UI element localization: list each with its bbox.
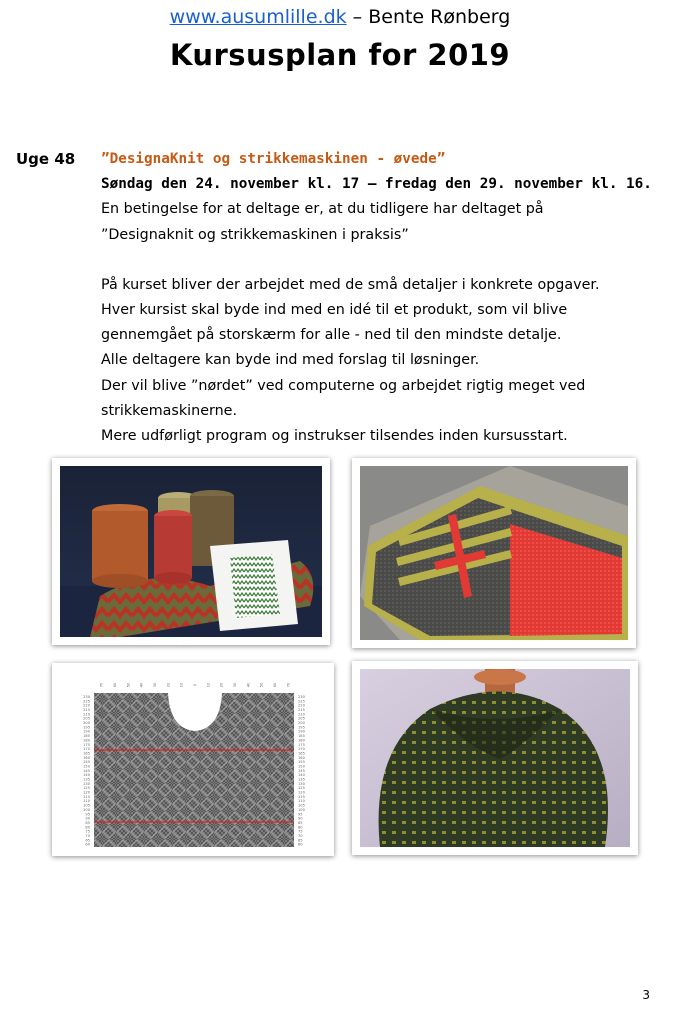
chart-col-label: 60	[113, 682, 117, 688]
chart-row-label: 140	[83, 773, 90, 778]
description-line: Hver kursist skal byde ind med en idé til et produkt, som vil blive	[101, 302, 568, 319]
chart-row-label: 150	[83, 764, 90, 769]
chart-row-label: 100	[298, 807, 305, 812]
chart-row-label: 140	[298, 773, 305, 778]
photo-scarf-mannequin	[352, 661, 638, 855]
description-line: Der vil blive ”nørdet” ved computerne og arbejdet rigtig meget ved	[101, 377, 586, 394]
chart-row-label: 120	[83, 790, 90, 795]
chart-row-label: 80	[298, 825, 303, 830]
chart-row-label: 185	[83, 734, 90, 739]
chart-row-label: 225	[83, 699, 90, 704]
chart-row-label: 115	[298, 794, 305, 799]
chart-row-label: 210	[83, 712, 90, 717]
description-line: På kurset bliver der arbejdet med de små detaljer i konkrete opgaver.	[101, 276, 600, 293]
chart-row-label: 80	[85, 825, 90, 830]
chart-col-label: 20	[166, 682, 171, 688]
chart-row-label: 130	[83, 781, 90, 786]
chart-row-label: 105	[298, 803, 305, 808]
chart-col-label: 60	[273, 682, 277, 688]
prereq-line: En betingelse for at deltage er, at du tidligere har deltaget på	[101, 201, 544, 218]
chart-row-label: 165	[298, 751, 305, 756]
chart-col-label: 40	[246, 682, 251, 688]
chart-row-label: 190	[83, 729, 90, 734]
page-number: 3	[642, 988, 650, 1002]
chart-row-label: 100	[83, 807, 90, 812]
site-link[interactable]: www.ausumlille.dk	[169, 6, 347, 28]
chart-row-label: 125	[298, 786, 305, 791]
chart-row-label: 195	[298, 725, 305, 730]
chart-row-label: 85	[85, 820, 90, 825]
chart-row-label: 70	[298, 833, 303, 838]
chart-row-label: 70	[85, 833, 90, 838]
chart-row-label: 195	[83, 725, 90, 730]
chart-col-label: 0	[193, 683, 197, 687]
chart-row-label: 155	[83, 760, 90, 765]
header-line	[0, 6, 680, 28]
chart-row-label: 115	[83, 794, 90, 799]
chart-row-label: 200	[83, 721, 90, 726]
course-title: ”DesignaKnit og strikkemaskinen - øvede”	[101, 151, 446, 167]
chart-row-label: 175	[298, 742, 305, 747]
chart-row-label: 190	[298, 729, 305, 734]
chart-row-label: 85	[298, 820, 303, 825]
chart-row-label: 135	[83, 777, 90, 782]
description-line: strikkemaskinerne.	[101, 402, 238, 419]
prereq-line: ”Designaknit og strikkemaskinen i praksis”	[101, 226, 409, 243]
chart-row-label: 165	[83, 751, 90, 756]
chart-row-label: 145	[83, 768, 90, 773]
chart-row-label: 170	[83, 747, 90, 752]
chart-row-label: 65	[298, 838, 303, 843]
chart-row-label: 145	[298, 768, 305, 773]
chart-row-label: 135	[298, 777, 305, 782]
description-line: Alle deltagere kan byde ind med forslag til løsninger.	[101, 352, 480, 369]
chart-row-label: 205	[83, 716, 90, 721]
chart-row-label: 180	[298, 738, 305, 743]
chart-col-label: 70	[99, 682, 104, 688]
chart-row-label: 225	[298, 699, 305, 704]
chart-row-label: 60	[85, 842, 90, 847]
chart-row-label: 90	[298, 816, 303, 821]
chart-row-label: 125	[83, 786, 90, 791]
description-line: gennemgået på storskærm for alle - ned til den mindste detalje.	[101, 327, 562, 344]
chart-row-label: 60	[298, 842, 303, 847]
chart-row-label: 220	[298, 703, 305, 708]
photo-yarn-mittens	[52, 458, 330, 645]
chart-row-label: 75	[298, 829, 303, 834]
chart-row-label: 155	[298, 760, 305, 765]
chart-row-label: 200	[298, 721, 305, 726]
chart-row-label: 110	[83, 799, 90, 804]
chart-col-label: 10	[179, 682, 184, 688]
photo-knit-chart	[52, 663, 334, 856]
author-name: – Bente Rønberg	[346, 6, 511, 28]
chart-row-label: 220	[83, 703, 90, 708]
chart-row-label: 65	[85, 838, 90, 843]
chart-row-label: 95	[298, 812, 303, 817]
chart-col-label: 10	[206, 682, 211, 688]
photo-knit-swatch	[352, 458, 636, 648]
chart-row-label: 205	[298, 716, 305, 721]
chart-row-label: 130	[298, 781, 305, 786]
course-description	[101, 147, 671, 449]
chart-row-label: 160	[298, 755, 305, 760]
chart-col-label: 30	[153, 682, 157, 688]
chart-row-label: 95	[85, 812, 90, 817]
chart-row-label: 180	[83, 738, 90, 743]
chart-col-label: 30	[233, 682, 237, 688]
description-line: Mere udførligt program og instrukser tilsendes inden kursusstart.	[101, 428, 568, 445]
chart-row-label: 150	[298, 764, 305, 769]
chart-row-label: 185	[298, 734, 305, 739]
chart-row-label: 75	[85, 829, 90, 834]
chart-col-label: 50	[259, 682, 264, 688]
chart-col-label: 20	[219, 682, 224, 688]
chart-row-label: 170	[298, 747, 305, 752]
chart-col-label: 50	[126, 682, 131, 688]
chart-row-label: 120	[298, 790, 305, 795]
chart-row-label: 215	[83, 708, 90, 713]
chart-row-label: 90	[85, 816, 90, 821]
chart-row-label: 175	[83, 742, 90, 747]
chart-row-label: 215	[298, 708, 305, 713]
chart-row-label: 230	[83, 695, 90, 699]
chart-col-label: 40	[139, 682, 144, 688]
chart-row-label: 105	[83, 803, 90, 808]
chart-row-label: 160	[83, 755, 90, 760]
week-label: Uge 48	[16, 150, 76, 168]
chart-row-label: 110	[298, 799, 305, 804]
page-title: Kursusplan for 2019	[169, 38, 511, 72]
chart-row-label: 210	[298, 712, 305, 717]
course-dates: Søndag den 24. november kl. 17 – fredag den 29. november kl. 16.	[101, 176, 652, 193]
chart-col-label: 70	[286, 682, 291, 688]
chart-row-label: 230	[298, 695, 305, 699]
